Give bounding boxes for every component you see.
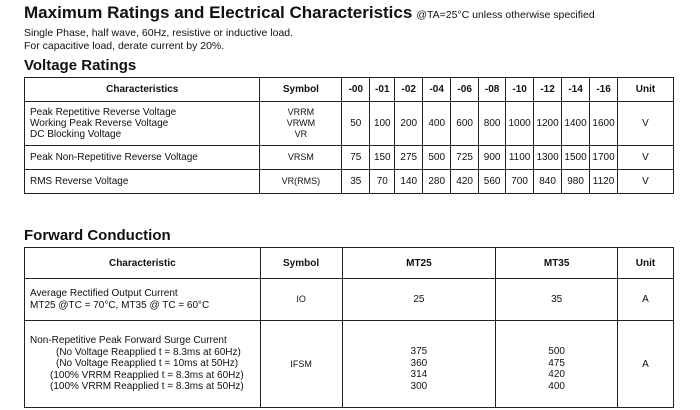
characteristic-cell: Peak Non-Repetitive Reverse Voltage (25, 146, 260, 170)
note-line: For capacitive load, derate current by 20%. (24, 40, 225, 52)
header-cell: Symbol (260, 248, 342, 279)
value-cell: 420 (451, 170, 479, 194)
header-cell: Characteristic (25, 248, 261, 279)
characteristic-cell (25, 279, 261, 321)
value-cell: 400 (423, 102, 451, 146)
value-line: 420 (548, 369, 565, 380)
value-cell: 725 (451, 146, 479, 170)
value-cell: 1100 (506, 146, 534, 170)
value-cell: 280 (423, 170, 451, 194)
label-line: MT25 @TC = 70°C, MT35 @ TC = 60°C (30, 299, 210, 311)
value-cell: 500 (423, 146, 451, 170)
header-cell: -12 (534, 78, 562, 102)
characteristic-cell: RMS Reverse Voltage (25, 170, 260, 194)
symbol-cell: IFSM (260, 321, 342, 408)
label-line: (No Voltage Reapplied t = 10ms at 50Hz) (56, 358, 239, 370)
symbol-line: VR (294, 129, 308, 139)
value-cell: 600 (451, 102, 479, 146)
forward-table (24, 247, 674, 408)
value-cell: 980 (562, 170, 590, 194)
unit-cell: V (618, 146, 674, 170)
label-line: (No Voltage Reapplied t = 8.3ms at 60Hz) (56, 346, 241, 358)
table-row (25, 170, 674, 194)
header-cell: Characteristics (25, 78, 260, 102)
value-cell: 35 (496, 279, 618, 321)
unit-cell: V (618, 102, 674, 146)
value-cell: 1600 (590, 102, 618, 146)
voltage-section-title: Voltage Ratings (24, 57, 137, 74)
symbol-cell: VR(RMS) (260, 170, 342, 194)
unit-cell: A (618, 321, 674, 408)
header-cell: -00 (342, 78, 370, 102)
value-cell: 1120 (590, 170, 618, 194)
value-line: 314 (410, 369, 428, 380)
header-cell: -06 (451, 78, 479, 102)
characteristic-cell (25, 321, 261, 408)
header-cell: Unit (618, 248, 674, 279)
value-cell: 900 (479, 146, 506, 170)
value-line: 500 (548, 346, 565, 357)
value-cell: 1000 (506, 102, 534, 146)
header-cell: -10 (506, 78, 534, 102)
value-cell: 1300 (534, 146, 562, 170)
value-cell: 1500 (562, 146, 590, 170)
table-row (25, 279, 674, 321)
value-cell: 25 (342, 279, 496, 321)
value-cell: 840 (534, 170, 562, 194)
table-header-row (25, 78, 674, 102)
value-cell: 75 (342, 146, 370, 170)
value-cell: 1200 (534, 102, 562, 146)
condition-text: @TA=25°C unless otherwise specified (416, 9, 595, 21)
value-cell: 1700 (590, 146, 618, 170)
value-cell (342, 321, 496, 408)
header-cell: -14 (562, 78, 590, 102)
table-row (25, 102, 674, 146)
label-line: Average Rectified Output Current (30, 287, 178, 299)
header-cell: MT35 (496, 248, 618, 279)
unit-cell: A (618, 279, 674, 321)
value-cell (496, 321, 618, 408)
header-cell: -02 (395, 78, 423, 102)
note-line: Single Phase, half wave, 60Hz, resistive or inductive load. (24, 27, 294, 39)
value-cell: 800 (479, 102, 506, 146)
label-line: Working Peak Reverse Voltage (30, 118, 169, 129)
title-text: Maximum Ratings and Electrical Characteristics (24, 3, 413, 22)
value-cell: 700 (506, 170, 534, 194)
value-cell: 100 (370, 102, 395, 146)
header-cell: -01 (370, 78, 395, 102)
symbol-cell: IO (260, 279, 342, 321)
value-line: 360 (410, 357, 428, 369)
page-title (24, 3, 595, 23)
label-line: Peak Repetitive Reverse Voltage (30, 107, 177, 118)
characteristic-cell (25, 102, 260, 146)
header-cell: -08 (479, 78, 506, 102)
value-cell: 140 (395, 170, 423, 194)
header-cell: Symbol (260, 78, 342, 102)
notes (24, 27, 293, 53)
table-row (25, 146, 674, 170)
label-line: Non-Repetitive Peak Forward Surge Current (30, 335, 227, 347)
value-line: 300 (410, 380, 428, 392)
value-line: 375 (410, 346, 428, 357)
symbol-line: VRRM (287, 107, 315, 117)
label-line: DC Blocking Voltage (30, 129, 122, 140)
label-line: (100% VRRM Reapplied t = 8.3ms at 60Hz) (50, 369, 244, 381)
value-cell: 1400 (562, 102, 590, 146)
forward-section-title: Forward Conduction (24, 227, 171, 244)
header-cell: Unit (618, 78, 674, 102)
header-cell: MT25 (342, 248, 496, 279)
value-cell: 70 (370, 170, 395, 194)
unit-cell: V (618, 170, 674, 194)
value-cell: 200 (395, 102, 423, 146)
header-cell: -16 (590, 78, 618, 102)
value-cell: 50 (342, 102, 370, 146)
voltage-table (24, 77, 674, 194)
label-line: (100% VRRM Reapplied t = 8.3ms at 50Hz) (50, 381, 244, 393)
value-line: 400 (548, 380, 565, 392)
symbol-cell: VRSM (260, 146, 342, 170)
table-header-row (25, 248, 674, 279)
symbol-cell (260, 102, 342, 146)
table-row (25, 321, 674, 408)
value-cell: 560 (479, 170, 506, 194)
value-cell: 150 (370, 146, 395, 170)
header-cell: -04 (423, 78, 451, 102)
value-line: 475 (548, 357, 565, 369)
value-cell: 35 (342, 170, 370, 194)
value-cell: 275 (395, 146, 423, 170)
symbol-line: VRWM (286, 118, 316, 128)
